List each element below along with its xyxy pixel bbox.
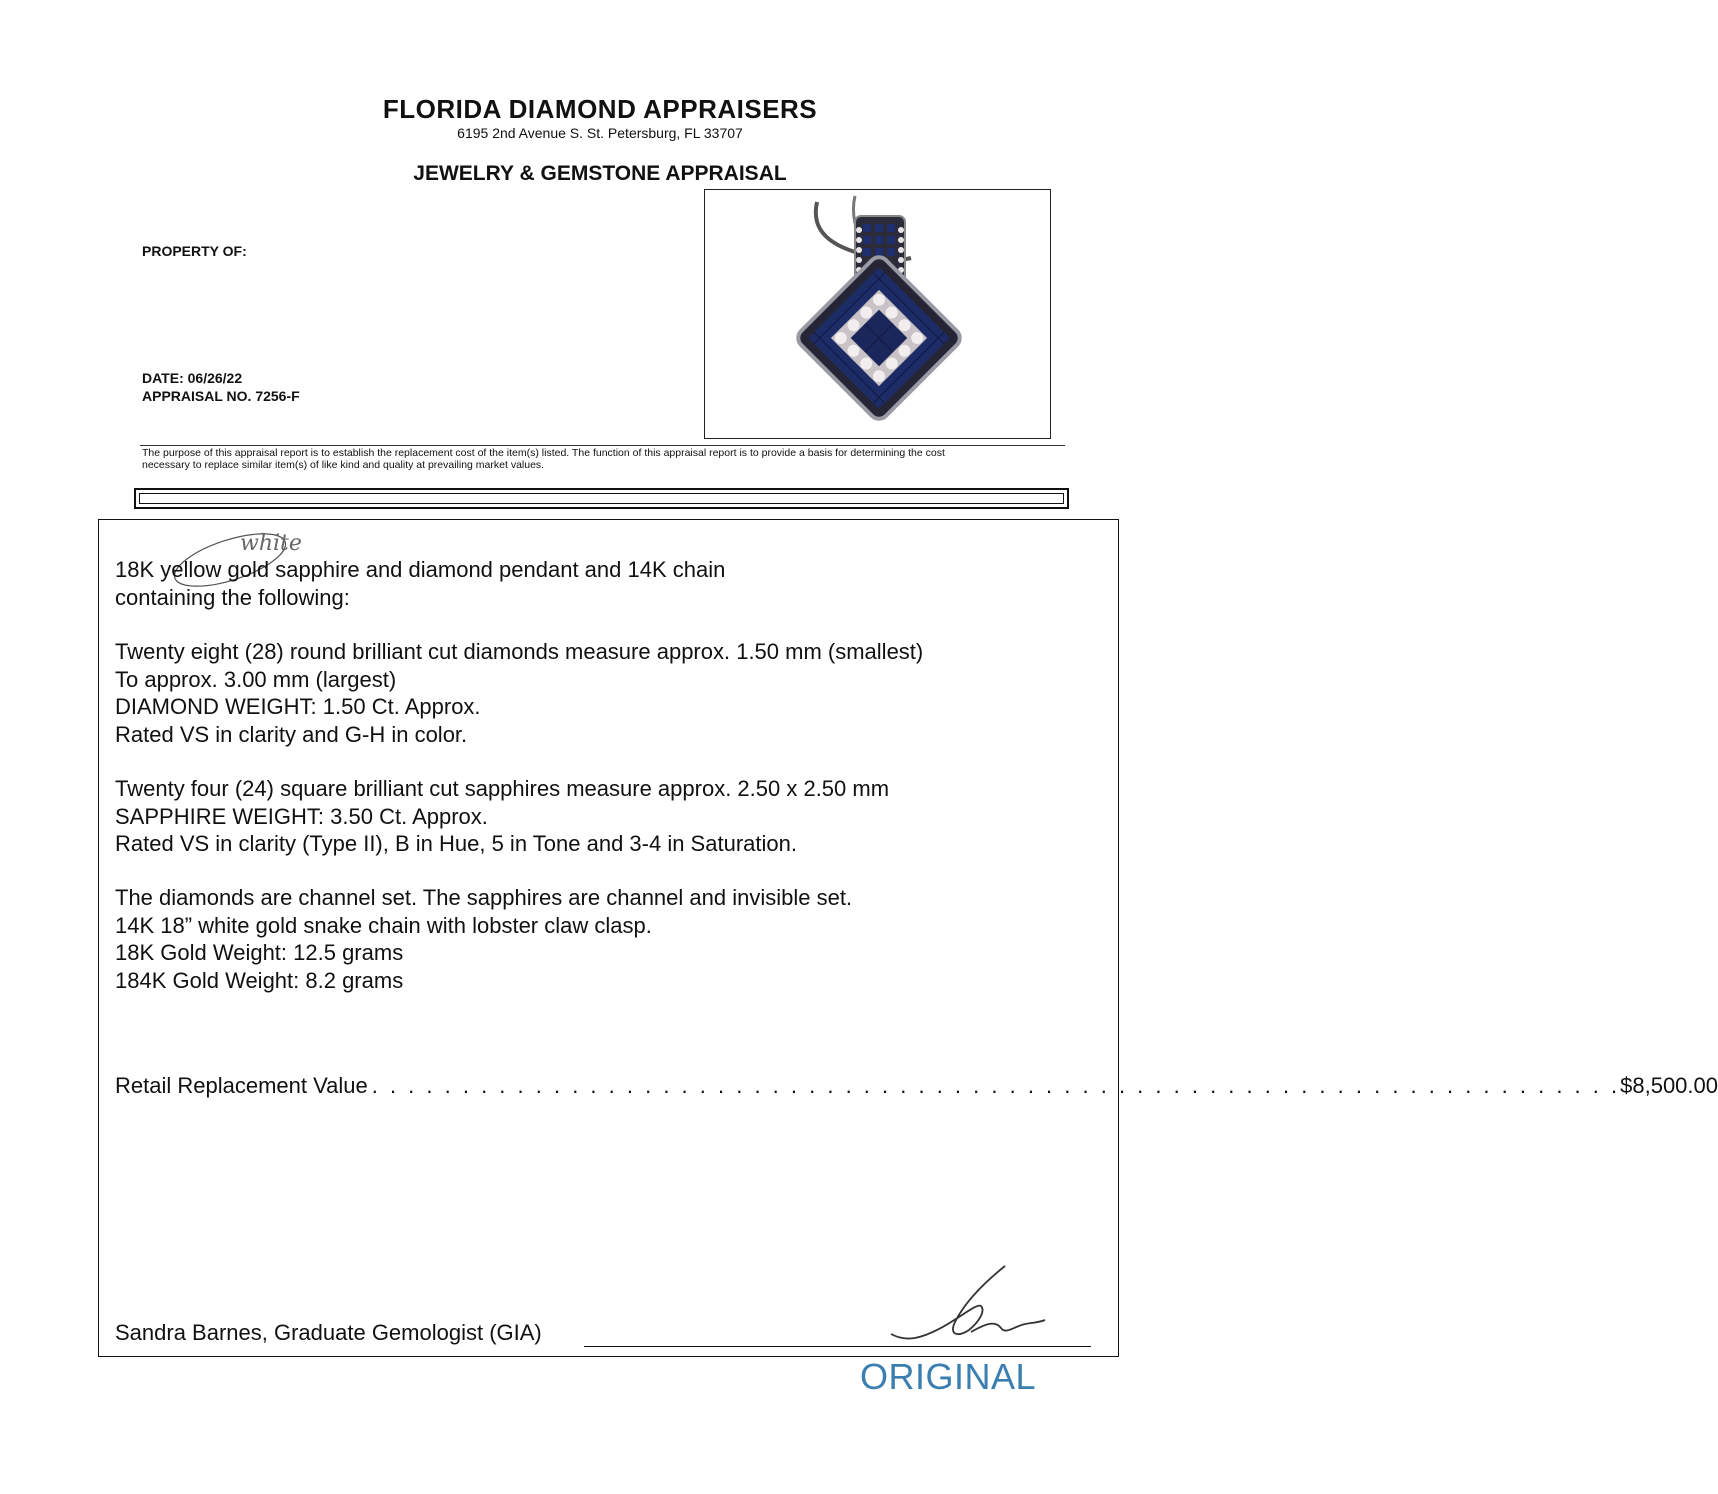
- company-address: 6195 2nd Avenue S. St. Petersburg, FL 33707: [457, 125, 743, 141]
- pendant-image: [705, 190, 1049, 437]
- appraiser-name: Sandra Barnes, Graduate Gemologist (GIA): [115, 1320, 542, 1345]
- property-of-label: PROPERTY OF:: [142, 243, 247, 259]
- sapphire-rating: Rated VS in clarity (Type II), B in Hue, 5 in Tone and 3-4 in Saturation.: [115, 831, 797, 856]
- company-name: FLORIDA DIAMOND APPRAISERS: [382, 94, 818, 124]
- gold-weight-14k: 184K Gold Weight: 8.2 grams: [115, 967, 404, 993]
- replacement-value-amount: $8,500.00: [1620, 1073, 1718, 1098]
- original-stamp: ORIGINAL: [860, 1356, 1037, 1397]
- setting-line-1: The diamonds are channel set. The sapphires are channel and invisible set.: [115, 885, 853, 910]
- diamond-rating: Rated VS in clarity and G-H in color.: [115, 721, 468, 747]
- intro-line-1: 18K yellow gold sapphire and diamond pendant and 14K chain: [115, 557, 726, 582]
- setting-paragraph: [115, 884, 852, 994]
- diamond-weight: DIAMOND WEIGHT: 1.50 Ct. Approx.: [115, 694, 481, 719]
- purpose-line-2: necessary to replace similar item(s) of like kind and quality at prevailing market values.: [142, 459, 545, 471]
- signature-scribble: [885, 1262, 1055, 1352]
- diamond-line-1: Twenty eight (28) round brilliant cut diamonds measure approx. 1.50 mm (smallest): [115, 639, 924, 664]
- replacement-value-row: [115, 1073, 1718, 1099]
- appraisal-number: APPRAISAL NO. 7256-F: [142, 388, 300, 404]
- leader-dots: . . . . . . . . . . . . . . . . . . . . . . . . . . . . . . . . . . . . . . . . . . . . . . . . . . . . . . . . . . . . . . . . . . . . .: [371, 1073, 1621, 1098]
- double-rule-bar: [134, 488, 1069, 509]
- replacement-value-label: Retail Replacement Value: [115, 1073, 368, 1098]
- gold-weight-18k: 18K Gold Weight: 12.5 grams: [115, 940, 404, 965]
- diamond-paragraph: [115, 638, 923, 748]
- handwritten-signature: [885, 1262, 1055, 1357]
- document-title: JEWELRY & GEMSTONE APPRAISAL: [413, 162, 787, 185]
- appraisal-date: DATE: 06/26/22: [142, 370, 243, 386]
- pendant-photo: [704, 189, 1051, 439]
- purpose-line-1: The purpose of this appraisal report is to establish the replacement cost of the item(s) listed. The function of this appraisal report is to provide a basis for determining the cost: [142, 447, 945, 459]
- sapphire-line-1: Twenty four (24) square brilliant cut sapphires measure approx. 2.50 x 2.50 mm: [115, 776, 890, 801]
- diamond-line-2: To approx. 3.00 mm (largest): [115, 666, 397, 692]
- purpose-statement: [142, 447, 1067, 471]
- intro-paragraph: [115, 556, 725, 611]
- intro-line-2: containing the following:: [115, 584, 350, 610]
- chain-description: 14K 18” white gold snake chain with lobster claw clasp.: [115, 912, 652, 938]
- sapphire-paragraph: [115, 775, 889, 858]
- header-divider: [140, 445, 1065, 446]
- handwritten-word: white: [240, 531, 302, 556]
- sapphire-weight: SAPPHIRE WEIGHT: 3.50 Ct. Approx.: [115, 803, 488, 829]
